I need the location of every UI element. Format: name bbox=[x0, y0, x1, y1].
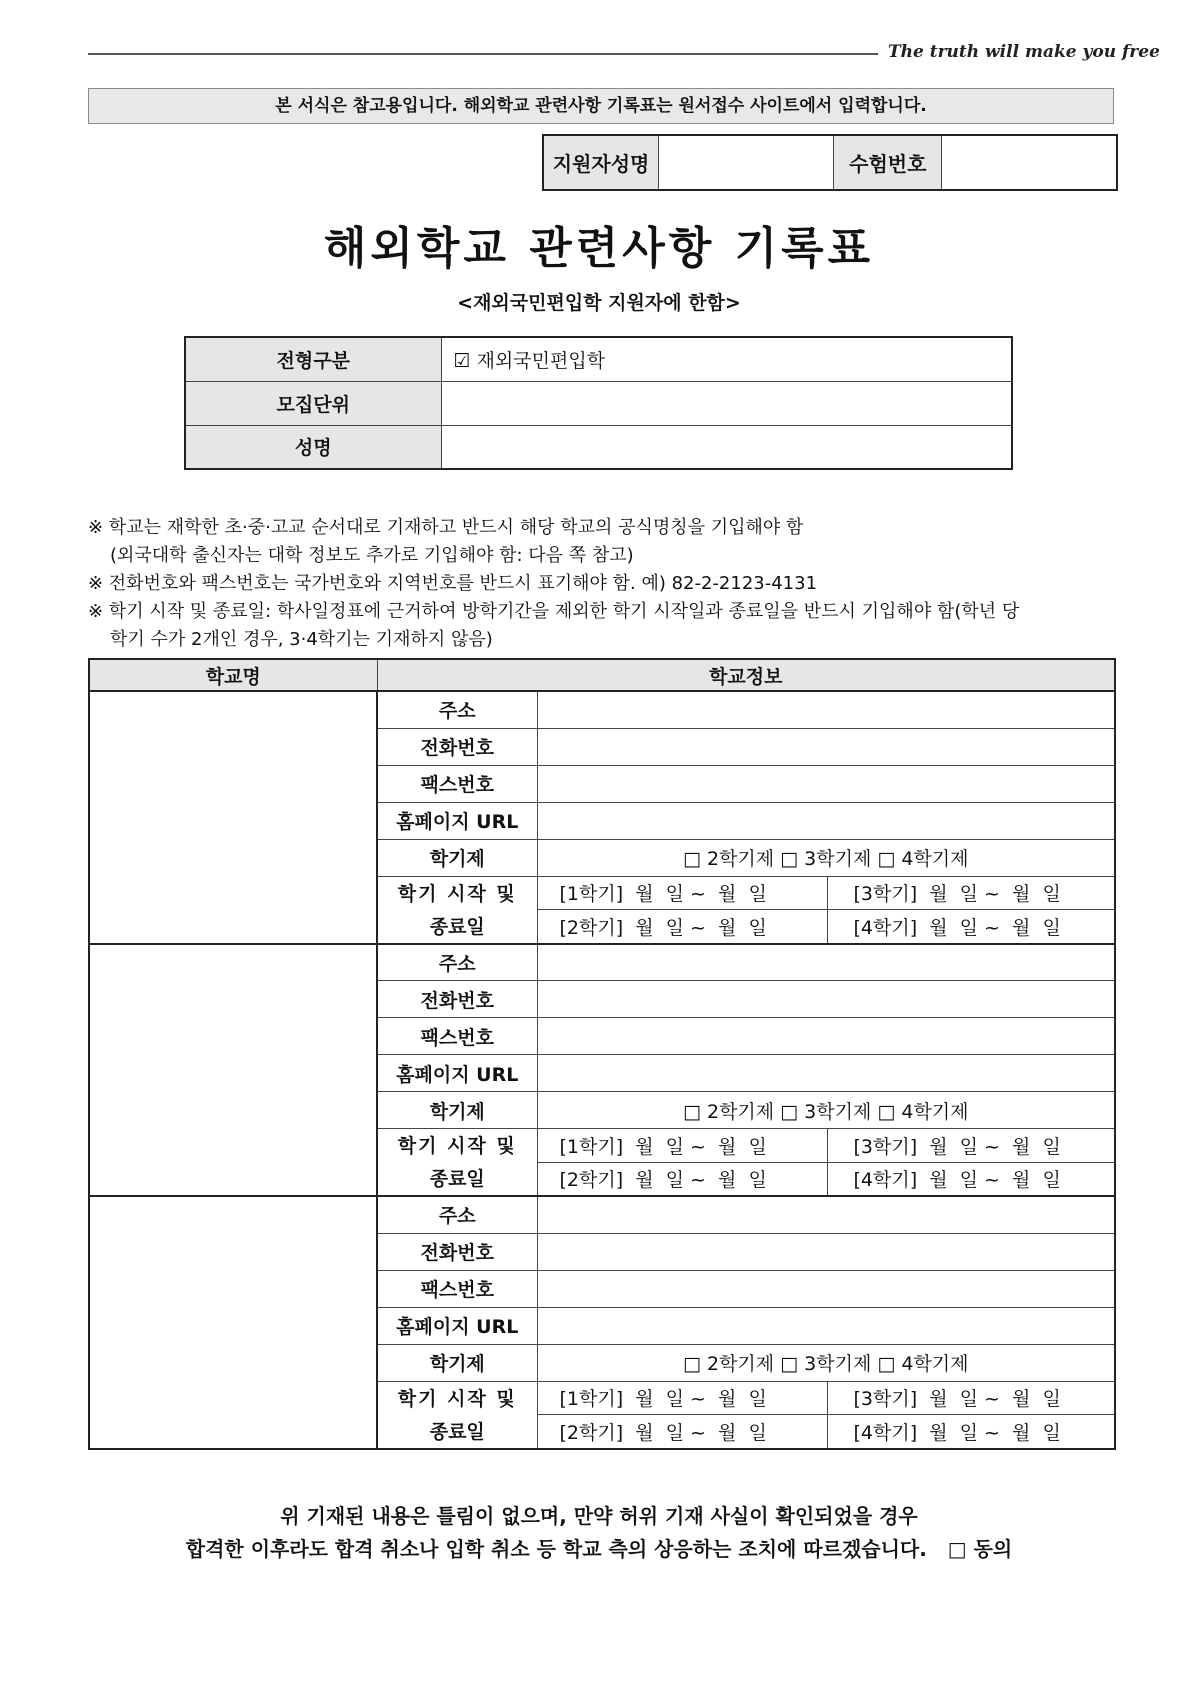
address-field[interactable] bbox=[537, 691, 1115, 728]
semester-system-options[interactable]: □ 2학기제 □ 3학기제 □ 4학기제 bbox=[537, 1344, 1115, 1381]
homepage-label: 홈페이지 URL bbox=[377, 1055, 537, 1092]
fax-label: 팩스번호 bbox=[377, 1270, 537, 1307]
note-phone-format: ※ 전화번호와 팩스번호는 국가번호와 지역번호를 반드시 표기해야 함. 예) 82-2-2123-4131 bbox=[88, 573, 818, 594]
exam-number-field[interactable] bbox=[942, 135, 1117, 190]
address-label: 주소 bbox=[377, 1196, 537, 1233]
page-subtitle: <재외국민편입학 지원자에 한함> bbox=[457, 292, 741, 314]
term-dates-label bbox=[377, 876, 537, 944]
header-rule bbox=[88, 53, 878, 55]
applicant-name-field[interactable] bbox=[659, 135, 834, 190]
term-1-dates[interactable]: [1학기] 월 일 ~ 월 일 bbox=[537, 1381, 827, 1415]
applicant-info-table bbox=[184, 336, 1013, 470]
term-1-dates[interactable]: [1학기] 월 일 ~ 월 일 bbox=[537, 1129, 827, 1163]
semester-system-label: 학기제 bbox=[377, 839, 537, 876]
homepage-field[interactable] bbox=[537, 802, 1115, 839]
term-dates-label-line-2: 종료일 bbox=[429, 915, 485, 938]
phone-label: 전화번호 bbox=[377, 728, 537, 765]
term-dates-label bbox=[377, 1381, 537, 1449]
term-dates-label-line-2: 종료일 bbox=[429, 1420, 485, 1443]
term-4-dates[interactable]: [4학기] 월 일 ~ 월 일 bbox=[827, 1415, 1115, 1449]
homepage-label: 홈페이지 URL bbox=[377, 802, 537, 839]
phone-label: 전화번호 bbox=[377, 981, 537, 1018]
university-motto: The truth will make you free bbox=[888, 42, 1160, 62]
term-dates-label bbox=[377, 1129, 537, 1197]
recruit-unit-field[interactable] bbox=[441, 381, 1012, 425]
phone-field[interactable] bbox=[537, 1233, 1115, 1270]
pledge-line-1: 위 기재된 내용은 틀림이 없으며, 만약 허위 기재 사실이 확인되었을 경우 bbox=[280, 1504, 918, 1528]
name-label: 성명 bbox=[185, 425, 441, 469]
term-1-dates[interactable]: [1학기] 월 일 ~ 월 일 bbox=[537, 876, 827, 910]
reference-notice: 본 서식은 참고용입니다. 해외학교 관련사항 기록표는 원서접수 사이트에서 입력합니다. bbox=[88, 88, 1114, 124]
school-name-field[interactable] bbox=[89, 944, 377, 1197]
phone-label: 전화번호 bbox=[377, 1233, 537, 1270]
term-dates-label-line-1: 학기 시작 및 bbox=[397, 1387, 517, 1410]
term-4-dates[interactable]: [4학기] 월 일 ~ 월 일 bbox=[827, 1162, 1115, 1196]
term-2-dates[interactable]: [2학기] 월 일 ~ 월 일 bbox=[537, 1162, 827, 1196]
pledge-statement bbox=[0, 1500, 1198, 1566]
address-label: 주소 bbox=[377, 691, 537, 728]
school-name-field[interactable] bbox=[89, 691, 377, 944]
agree-checkbox[interactable]: □ 동의 bbox=[947, 1537, 1013, 1561]
note-school-order: ※ 학교는 재학한 초·중·고교 순서대로 기재하고 반드시 해당 학교의 공식명칭을 기입해야 함 bbox=[88, 517, 804, 538]
term-dates-label-line-2: 종료일 bbox=[429, 1168, 485, 1190]
term-3-dates[interactable]: [3학기] 월 일 ~ 월 일 bbox=[827, 1381, 1115, 1415]
term-4-dates[interactable]: [4학기] 월 일 ~ 월 일 bbox=[827, 910, 1115, 944]
term-dates-label-line-1: 학기 시작 및 bbox=[397, 1135, 517, 1157]
homepage-label: 홈페이지 URL bbox=[377, 1307, 537, 1344]
address-field[interactable] bbox=[537, 944, 1115, 981]
term-3-dates[interactable]: [3학기] 월 일 ~ 월 일 bbox=[827, 1129, 1115, 1163]
phone-field[interactable] bbox=[537, 981, 1115, 1018]
fax-field[interactable] bbox=[537, 1018, 1115, 1055]
semester-system-label: 학기제 bbox=[377, 1092, 537, 1129]
term-2-dates[interactable]: [2학기] 월 일 ~ 월 일 bbox=[537, 910, 827, 944]
term-dates-label-line-1: 학기 시작 및 bbox=[397, 882, 517, 905]
instructions bbox=[88, 514, 1122, 654]
applicant-id-table bbox=[542, 134, 1118, 191]
recruit-unit-label: 모집단위 bbox=[185, 381, 441, 425]
note-term-dates-cont: 학기 수가 2개인 경우, 3·4학기는 기재하지 않음) bbox=[110, 629, 493, 650]
semester-system-options[interactable]: □ 2학기제 □ 3학기제 □ 4학기제 bbox=[537, 839, 1115, 876]
phone-field[interactable] bbox=[537, 728, 1115, 765]
col-school-name: 학교명 bbox=[89, 659, 377, 691]
homepage-field[interactable] bbox=[537, 1307, 1115, 1344]
semester-system-label: 학기제 bbox=[377, 1344, 537, 1381]
applicant-name-label: 지원자성명 bbox=[543, 135, 659, 190]
address-field[interactable] bbox=[537, 1196, 1115, 1233]
term-2-dates[interactable]: [2학기] 월 일 ~ 월 일 bbox=[537, 1415, 827, 1449]
school-info-table bbox=[88, 658, 1116, 1450]
note-term-dates: ※ 학기 시작 및 종료일: 학사일정표에 근거하여 방학기간을 제외한 학기 시작일과 종료일을 반드시 기입해야 함(학년 당 bbox=[88, 601, 1020, 622]
semester-system-options[interactable]: □ 2학기제 □ 3학기제 □ 4학기제 bbox=[537, 1092, 1115, 1129]
name-field[interactable] bbox=[441, 425, 1012, 469]
col-school-info: 학교정보 bbox=[377, 659, 1115, 691]
fax-field[interactable] bbox=[537, 765, 1115, 802]
note-foreign-university: (외국대학 출신자는 대학 정보도 추가로 기입해야 함: 다음 쪽 참고) bbox=[110, 545, 634, 566]
fax-field[interactable] bbox=[537, 1270, 1115, 1307]
exam-number-label: 수험번호 bbox=[834, 135, 942, 190]
admission-type-checkbox[interactable]: ☑ 재외국민편입학 bbox=[441, 337, 1012, 381]
homepage-field[interactable] bbox=[537, 1055, 1115, 1092]
fax-label: 팩스번호 bbox=[377, 765, 537, 802]
term-3-dates[interactable]: [3학기] 월 일 ~ 월 일 bbox=[827, 876, 1115, 910]
school-name-field[interactable] bbox=[89, 1196, 377, 1449]
pledge-line-2: 합격한 이후라도 합격 취소나 입학 취소 등 학교 측의 상응하는 조치에 따르겠습니다. □ 동의 bbox=[185, 1537, 1013, 1561]
page-title: 해외학교 관련사항 기록표 bbox=[323, 223, 875, 274]
address-label: 주소 bbox=[377, 944, 537, 981]
fax-label: 팩스번호 bbox=[377, 1018, 537, 1055]
admission-type-label: 전형구분 bbox=[185, 337, 441, 381]
